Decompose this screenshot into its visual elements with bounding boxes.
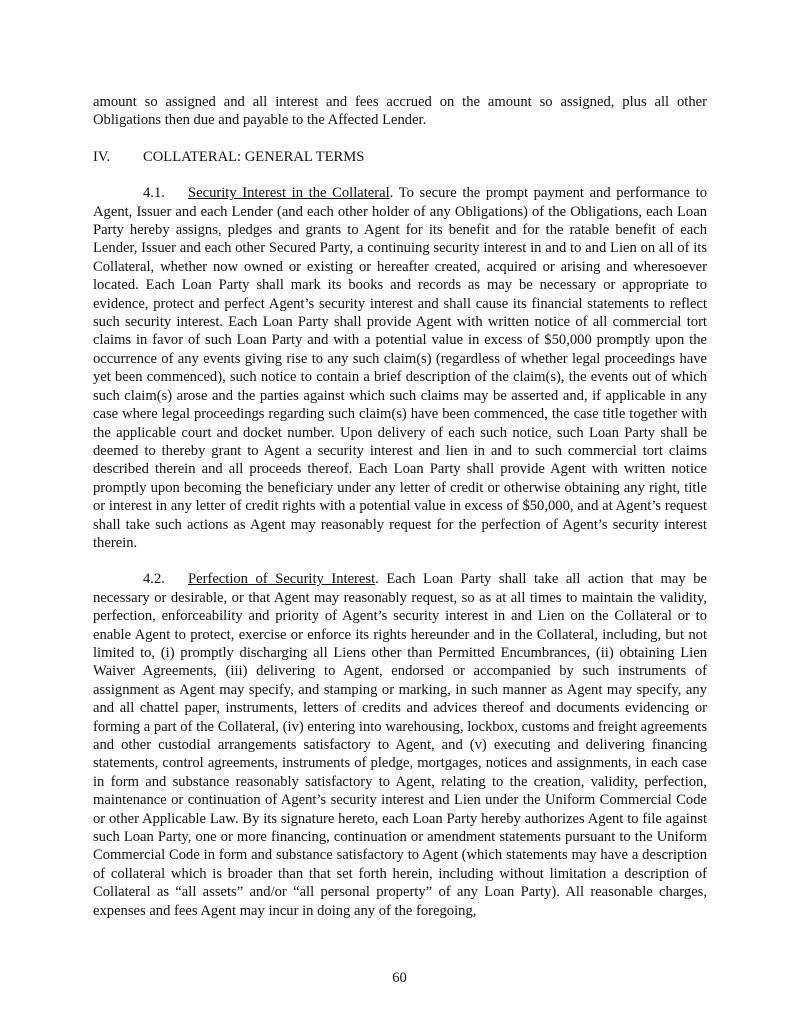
document-page: [93, 93, 707, 938]
article-title: COLLATERAL: GENERAL TERMS: [143, 148, 365, 165]
section-text: . Each Loan Party shall take all action that may be necessary or desirable, or that Agent may reasonably request, so as at all times to maintain the validity, perfection, enforceability and priority of Agent’s security interest in and Lien on the Collateral or to enable Agent to protect, exercise or enforce its rights hereunder and in the Collateral, including, but not limited to, (i) promptly discharging all Liens other than Permitted Encumbrances, (ii) obtaining Lien Waiver Agreements, (iii) delivering to Agent, endorsed or accompanied by such instruments of assignment as Agent may specify, and stamping or marking, in such manner as Agent may specify, any and all chattel paper, instruments, letters of credits and advices thereof and documents evidencing or forming a part of the Collateral, (iv) entering into warehousing, lockbox, customs and freight agreements and other custodial arrangements satisfactory to Agent, and (v) executing and delivering financing statements, control agreements, instruments of pledge, mortgages, notices and assignments, in each case in form and substance reasonably satisfactory to Agent, relating to the creation, validity, perfection, maintenance or continuation of Agent’s security interest and Lien under the Uniform Commercial Code or other Applicable Law. By its signature hereto, each Loan Party hereby authorizes Agent to file against such Loan Party, one or more financing, continuation or amendment statements pursuant to the Uniform Commercial Code in form and substance satisfactory to Agent (which statements may have a description of collateral which is broader than that set forth herein, including without limitation a description of Collateral as “all assets” and/or “all personal property” of any Loan Party). All reasonable charges, expenses and fees Agent may incur in doing any of the foregoing,: [93, 571, 707, 919]
article-number: IV.: [93, 148, 111, 165]
section-text: . To secure the prompt payment and performance to Agent, Issuer and each Lender (and each other holder of any Obligations) of the Obligations, each Loan Party hereby assigns, pledges and grants to Agent for its benefit and for the ratable benefit of each Lender, Issuer and each other Secured Party, a continuing security interest in and to and Lien on all of its Collateral, whether now owned or existing or hereafter created, acquired or arising and wheresoever located. Each Loan Party shall mark its books and records as may be necessary or appropriate to evidence, protect and perfect Agent’s security interest and shall cause its financial statements to reflect such security interest. Each Loan Party shall provide Agent with written notice of all commercial tort claims in favor of such Loan Party and with a potential value in excess of $50,000 promptly upon the occurrence of any events giving rise to any such claim(s) (regardless of whether legal proceedings have yet been commenced), such notice to contain a brief description of the claim(s), the events out of which such claim(s) arose and the parties against which such claims may be asserted and, if applicable in any case where legal proceedings regarding such claim(s) have been commenced, the case title together with the applicable court and docket number. Upon delivery of each such notice, such Loan Party shall be deemed to thereby grant to Agent a security interest and lien in and to such commercial tort claims described therein and all proceeds thereof. Each Loan Party shall provide Agent with written notice promptly upon becoming the beneficiary under any letter of credit or otherwise obtaining any right, title or interest in any letter of credit rights with a potential value in excess of $50,000, and at Agent’s request shall take such actions as Agent may reasonably request for the perfection of Agent’s security interest therein.: [93, 185, 707, 551]
section-title: Security Interest in the Collateral: [188, 185, 390, 202]
article-heading: [93, 148, 707, 166]
carryover-paragraph: amount so assigned and all interest and fees accrued on the amount so assigned, plus all other Obligations then due and payable to the Affected Lender.: [93, 94, 707, 129]
section-number: 4.1.: [143, 185, 165, 202]
section-number: 4.2.: [143, 571, 165, 588]
section-title: Perfection of Security Interest: [188, 571, 376, 588]
section-4-1: [93, 184, 707, 552]
section-4-2: [93, 570, 707, 920]
page-number: 60: [392, 970, 407, 986]
